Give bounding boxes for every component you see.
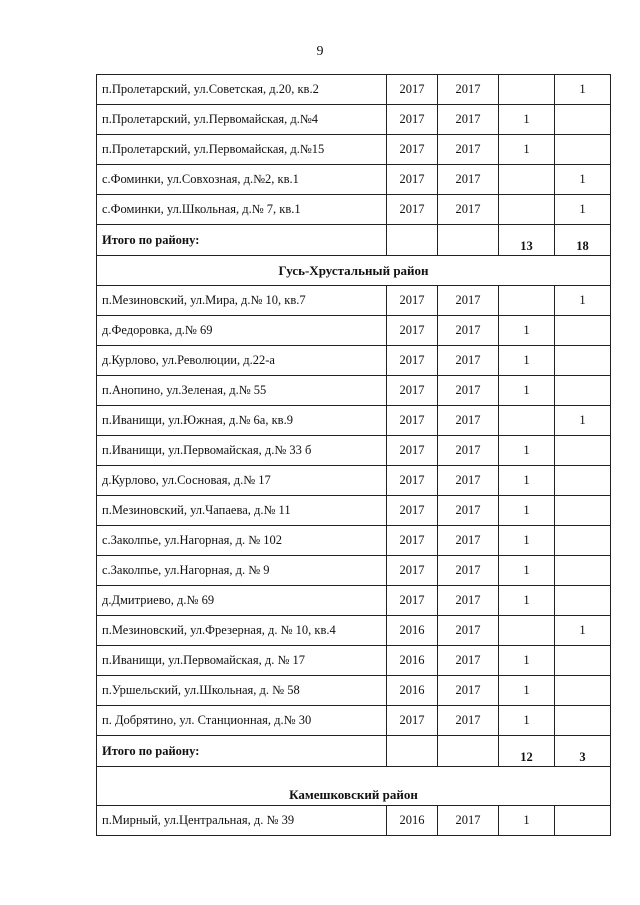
count-col1-cell: 1 — [499, 806, 555, 836]
table-body — [97, 75, 611, 836]
year-start-cell: 2016 — [387, 806, 438, 836]
district-name: Камешковский район — [97, 767, 611, 806]
district-total-row — [97, 736, 611, 767]
year-end-cell — [438, 225, 499, 256]
housing-table — [96, 74, 611, 836]
table-row — [97, 586, 611, 616]
address-cell: д.Дмитриево, д.№ 69 — [97, 586, 387, 616]
table-row — [97, 75, 611, 105]
table-row — [97, 286, 611, 316]
count-col1-cell: 1 — [499, 586, 555, 616]
year-start-cell: 2017 — [387, 376, 438, 406]
count-col2-cell: 1 — [555, 75, 611, 105]
count-col2-cell — [555, 466, 611, 496]
district-header-row — [97, 256, 611, 286]
table-row — [97, 316, 611, 346]
year-start-cell: 2017 — [387, 436, 438, 466]
year-end-cell: 2017 — [438, 646, 499, 676]
year-end-cell: 2017 — [438, 496, 499, 526]
table-row — [97, 406, 611, 436]
count-col2-cell: 1 — [555, 406, 611, 436]
year-end-cell: 2017 — [438, 346, 499, 376]
table-row — [97, 676, 611, 706]
address-cell: п.Мезиновский, ул.Мира, д.№ 10, кв.7 — [97, 286, 387, 316]
year-start-cell: 2017 — [387, 586, 438, 616]
count-col2-cell — [555, 376, 611, 406]
count-col2-cell — [555, 496, 611, 526]
address-cell: д.Курлово, ул.Сосновая, д.№ 17 — [97, 466, 387, 496]
year-end-cell: 2017 — [438, 616, 499, 646]
table-row — [97, 466, 611, 496]
address-cell: п.Мирный, ул.Центральная, д. № 39 — [97, 806, 387, 836]
count-col2-cell — [555, 316, 611, 346]
year-start-cell — [387, 736, 438, 767]
count-col2-cell: 1 — [555, 616, 611, 646]
address-cell: п.Уршельский, ул.Школьная, д. № 58 — [97, 676, 387, 706]
count-col2-cell — [555, 436, 611, 466]
year-start-cell: 2017 — [387, 496, 438, 526]
year-start-cell: 2017 — [387, 135, 438, 165]
year-start-cell — [387, 225, 438, 256]
table-row — [97, 806, 611, 836]
count-col2-cell: 3 — [555, 736, 611, 767]
count-col1-cell: 1 — [499, 376, 555, 406]
year-end-cell: 2017 — [438, 105, 499, 135]
count-col1-cell — [499, 195, 555, 225]
year-end-cell: 2017 — [438, 135, 499, 165]
year-end-cell: 2017 — [438, 526, 499, 556]
count-col2-cell — [555, 346, 611, 376]
year-end-cell: 2017 — [438, 165, 499, 195]
year-start-cell: 2016 — [387, 646, 438, 676]
table-row — [97, 376, 611, 406]
count-col1-cell — [499, 165, 555, 195]
count-col2-cell — [555, 135, 611, 165]
year-start-cell: 2017 — [387, 406, 438, 436]
address-cell: п.Пролетарский, ул.Советская, д.20, кв.2 — [97, 75, 387, 105]
table-row — [97, 195, 611, 225]
year-end-cell: 2017 — [438, 195, 499, 225]
year-start-cell: 2017 — [387, 706, 438, 736]
year-end-cell: 2017 — [438, 676, 499, 706]
count-col1-cell: 12 — [499, 736, 555, 767]
year-end-cell: 2017 — [438, 406, 499, 436]
table-row — [97, 165, 611, 195]
count-col1-cell — [499, 406, 555, 436]
count-col1-cell: 1 — [499, 436, 555, 466]
count-col2-cell — [555, 646, 611, 676]
district-header-row — [97, 767, 611, 806]
address-cell: п.Мезиновский, ул.Фрезерная, д. № 10, кв.4 — [97, 616, 387, 646]
count-col1-cell: 1 — [499, 556, 555, 586]
count-col1-cell: 1 — [499, 346, 555, 376]
count-col2-cell — [555, 556, 611, 586]
table-row — [97, 556, 611, 586]
count-col2-cell: 1 — [555, 195, 611, 225]
address-cell: с.Фоминки, ул.Школьная, д.№ 7, кв.1 — [97, 195, 387, 225]
address-cell: д.Курлово, ул.Революции, д.22-а — [97, 346, 387, 376]
table-row — [97, 616, 611, 646]
year-start-cell: 2017 — [387, 165, 438, 195]
year-start-cell: 2017 — [387, 466, 438, 496]
address-cell: п.Иванищи, ул.Первомайская, д. № 17 — [97, 646, 387, 676]
address-cell: д.Федоровка, д.№ 69 — [97, 316, 387, 346]
count-col1-cell: 1 — [499, 496, 555, 526]
year-end-cell: 2017 — [438, 806, 499, 836]
table-row — [97, 496, 611, 526]
count-col1-cell: 1 — [499, 466, 555, 496]
count-col1-cell — [499, 616, 555, 646]
year-end-cell — [438, 736, 499, 767]
district-name: Гусь-Хрустальный район — [97, 256, 611, 286]
year-start-cell: 2017 — [387, 346, 438, 376]
count-col2-cell: 1 — [555, 286, 611, 316]
count-col2-cell — [555, 676, 611, 706]
count-col2-cell — [555, 806, 611, 836]
year-start-cell: 2016 — [387, 616, 438, 646]
count-col1-cell: 13 — [499, 225, 555, 256]
total-label: Итого по району: — [97, 225, 387, 256]
count-col2-cell: 1 — [555, 165, 611, 195]
count-col1-cell: 1 — [499, 676, 555, 706]
year-start-cell: 2017 — [387, 316, 438, 346]
address-cell: п.Иванищи, ул.Южная, д.№ 6а, кв.9 — [97, 406, 387, 436]
count-col2-cell — [555, 586, 611, 616]
year-end-cell: 2017 — [438, 556, 499, 586]
year-end-cell: 2017 — [438, 586, 499, 616]
count-col1-cell: 1 — [499, 526, 555, 556]
address-cell: п.Анопино, ул.Зеленая, д.№ 55 — [97, 376, 387, 406]
count-col2-cell — [555, 526, 611, 556]
table-row — [97, 436, 611, 466]
year-end-cell: 2017 — [438, 286, 499, 316]
year-start-cell: 2017 — [387, 286, 438, 316]
address-cell: с.Фоминки, ул.Совхозная, д.№2, кв.1 — [97, 165, 387, 195]
year-end-cell: 2017 — [438, 75, 499, 105]
address-cell: п.Пролетарский, ул.Первомайская, д.№4 — [97, 105, 387, 135]
address-cell: п. Добрятино, ул. Станционная, д.№ 30 — [97, 706, 387, 736]
table-row — [97, 346, 611, 376]
address-cell: п.Мезиновский, ул.Чапаева, д.№ 11 — [97, 496, 387, 526]
count-col1-cell — [499, 286, 555, 316]
table-row — [97, 105, 611, 135]
year-start-cell: 2017 — [387, 105, 438, 135]
count-col2-cell: 18 — [555, 225, 611, 256]
year-end-cell: 2017 — [438, 316, 499, 346]
address-cell: п.Иванищи, ул.Первомайская, д.№ 33 б — [97, 436, 387, 466]
count-col2-cell — [555, 706, 611, 736]
count-col1-cell: 1 — [499, 105, 555, 135]
year-start-cell: 2017 — [387, 75, 438, 105]
table-row — [97, 135, 611, 165]
year-start-cell: 2017 — [387, 526, 438, 556]
year-end-cell: 2017 — [438, 436, 499, 466]
address-cell: с.Заколпье, ул.Нагорная, д. № 102 — [97, 526, 387, 556]
count-col1-cell: 1 — [499, 706, 555, 736]
address-cell: п.Пролетарский, ул.Первомайская, д.№15 — [97, 135, 387, 165]
year-end-cell: 2017 — [438, 466, 499, 496]
count-col1-cell — [499, 75, 555, 105]
district-total-row — [97, 225, 611, 256]
table-row — [97, 706, 611, 736]
year-start-cell: 2017 — [387, 556, 438, 586]
address-cell: с.Заколпье, ул.Нагорная, д. № 9 — [97, 556, 387, 586]
table-row — [97, 526, 611, 556]
year-start-cell: 2017 — [387, 195, 438, 225]
count-col2-cell — [555, 105, 611, 135]
page-number: 9 — [316, 44, 324, 59]
year-start-cell: 2016 — [387, 676, 438, 706]
count-col1-cell: 1 — [499, 646, 555, 676]
total-label: Итого по району: — [97, 736, 387, 767]
year-end-cell: 2017 — [438, 706, 499, 736]
table-row — [97, 646, 611, 676]
count-col1-cell: 1 — [499, 316, 555, 346]
year-end-cell: 2017 — [438, 376, 499, 406]
count-col1-cell: 1 — [499, 135, 555, 165]
